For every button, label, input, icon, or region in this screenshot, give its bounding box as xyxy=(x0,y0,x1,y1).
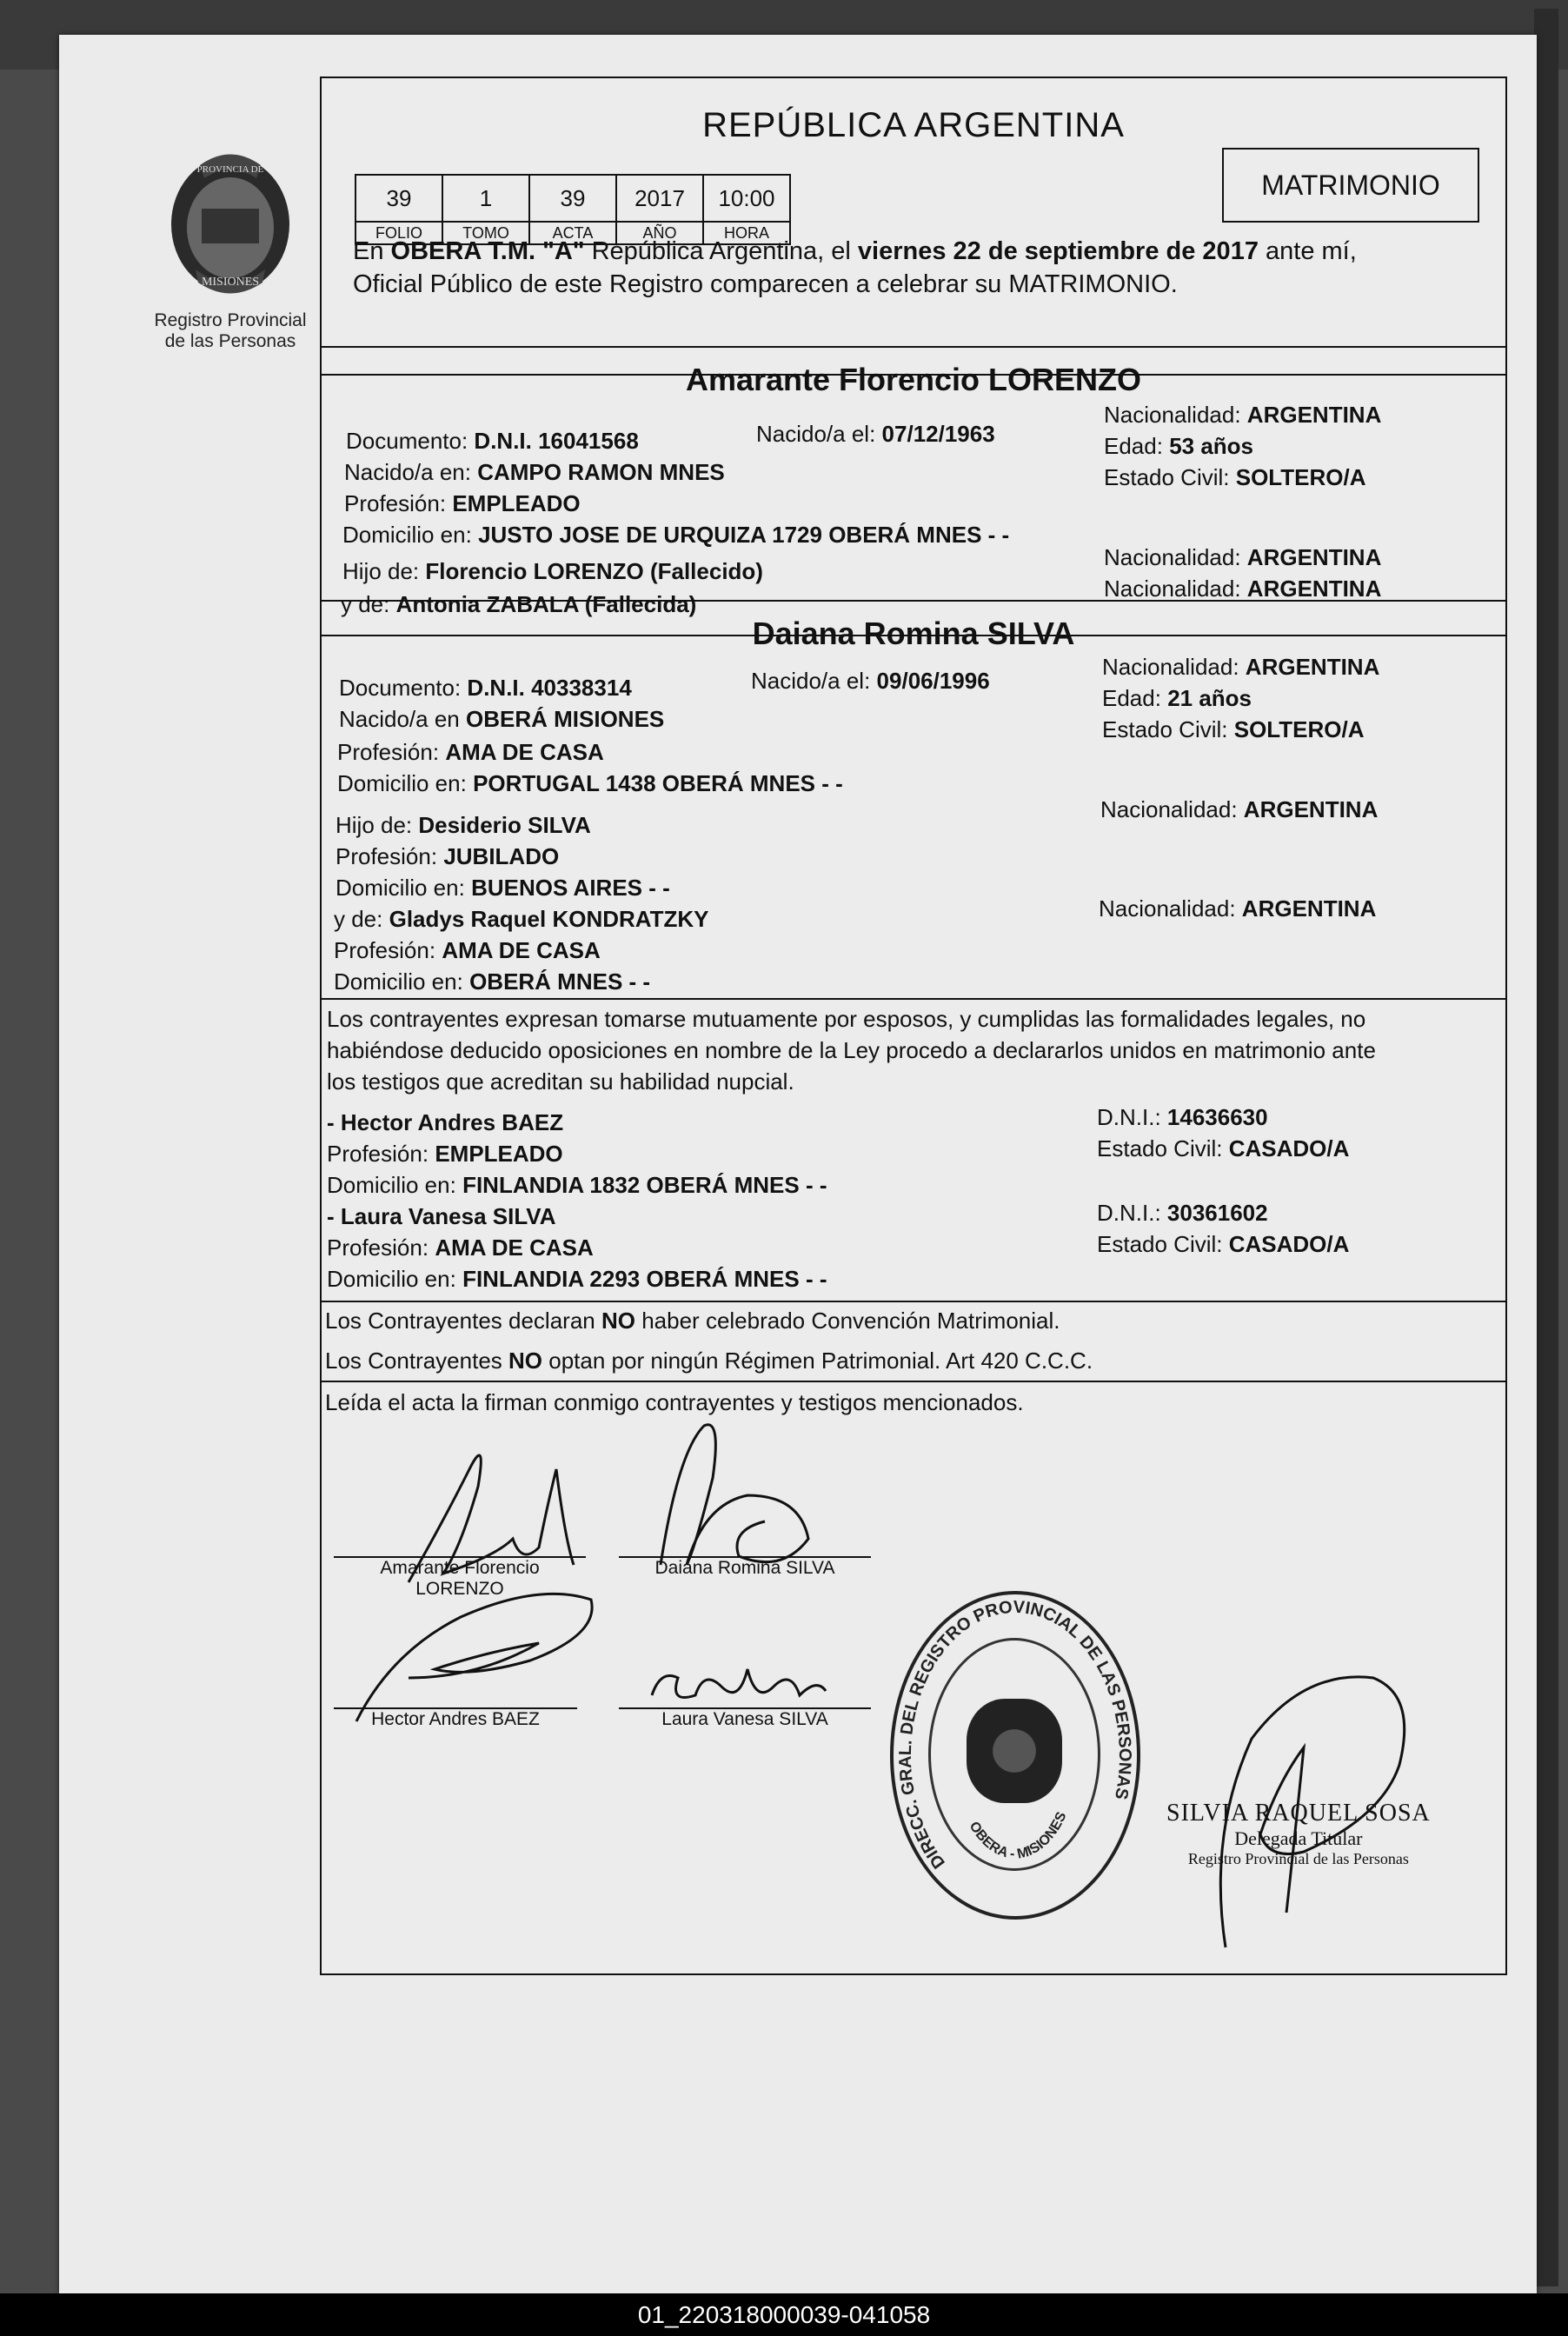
signature-label-3: Hector Andres BAEZ xyxy=(371,1709,540,1729)
spouse2-padre-profesion: Profesión: JUBILADO xyxy=(336,843,560,869)
spouse2-nacido-el: Nacido/a el: 09/06/1996 xyxy=(751,668,990,694)
signature-label-2: Daiana Romina SILVA xyxy=(654,1558,835,1578)
anio-label: AÑO xyxy=(616,222,703,244)
spouse2-edad: Edad: 21 años xyxy=(1102,685,1252,711)
hora-label: HORA xyxy=(703,222,790,244)
spouse2-profesion: Profesión: AMA DE CASA xyxy=(337,739,604,765)
acta-value: 39 xyxy=(529,175,616,222)
spouse1-profesion: Profesión: EMPLEADO xyxy=(344,490,581,516)
tomo-value: 1 xyxy=(442,175,529,222)
intro-part2: República Argentina, el xyxy=(584,237,851,265)
signature-label-4: Laura Vanesa SILVA xyxy=(661,1709,828,1729)
seal-text-bottom: MISIONES xyxy=(201,276,260,289)
witness1-profesion: Profesión: EMPLEADO xyxy=(327,1141,563,1167)
spouse2-padre-domicilio: Domicilio en: BUENOS AIRES - - xyxy=(336,875,670,901)
signatures-intro: Leída el acta la firman conmigo contrayentes y testigos mencionados. xyxy=(325,1389,1024,1415)
seal-text-top: PROVINCIA DE xyxy=(196,164,264,175)
spouse2-estado: Estado Civil: SOLTERO/A xyxy=(1102,716,1365,742)
spouse1-estado: Estado Civil: SOLTERO/A xyxy=(1104,464,1366,490)
spouse2-documento: Documento: D.N.I. 40338314 xyxy=(339,675,632,701)
provincial-seal-icon xyxy=(165,148,296,296)
intro-text xyxy=(353,235,1500,301)
witness2-name: - Laura Vanesa SILVA xyxy=(327,1203,556,1229)
spouse2-name: Daiana Romina SILVA xyxy=(752,616,1075,651)
logo-caption xyxy=(130,310,330,352)
spouse1-edad: Edad: 53 años xyxy=(1104,433,1254,459)
divider xyxy=(322,1301,1505,1302)
stamp-text-main: DIRECC. GRAL. DEL REGISTRO PROVINCIAL DE LAS PERSONAS xyxy=(895,1597,1135,1873)
stamp-text-bottom: OBERA - MISIONES xyxy=(966,1809,1070,1862)
witness1-estado: Estado Civil: CASADO/A xyxy=(1097,1135,1350,1161)
logo-caption-line2: de las Personas xyxy=(164,331,296,351)
official-block xyxy=(1166,1800,1431,1868)
declaration-line3: los testigos que acreditan su habilidad nupcial. xyxy=(327,1068,794,1095)
stamp-text xyxy=(894,1594,1137,1916)
spouse1-madre: y de: Antonia ZABALA (Fallecida) xyxy=(341,591,697,617)
folio-value: 39 xyxy=(355,175,442,222)
logo-caption-line1: Registro Provincial xyxy=(154,310,307,330)
witness2-profesion: Profesión: AMA DE CASA xyxy=(327,1235,594,1261)
intro-place: OBERA T.M. "A" xyxy=(390,237,585,265)
witness2-estado: Estado Civil: CASADO/A xyxy=(1097,1231,1350,1257)
declaration-line2: habiéndose deducido oposiciones en nombre de la Ley procedo a declararlos unidos en matrimonio ante xyxy=(327,1037,1376,1063)
anio-value: 2017 xyxy=(616,175,703,222)
svg-text:DIRECC. GRAL. DEL REGISTRO PRO xyxy=(896,1598,1134,1872)
svg-text:OBERA - MISIONES xyxy=(967,1809,1070,1861)
official-role: Delegada Titular xyxy=(1234,1827,1363,1849)
signature-scribble-2 xyxy=(635,1400,834,1582)
intro-part4: Oficial Público de este Registro comparecen a celebrar su MATRIMONIO. xyxy=(353,270,1178,298)
certificate-type-box: MATRIMONIO xyxy=(1222,148,1479,223)
divider xyxy=(322,346,1505,348)
divider xyxy=(322,1381,1505,1382)
spouse2-nacionalidad: Nacionalidad: ARGENTINA xyxy=(1102,654,1380,680)
hora-value: 10:00 xyxy=(703,175,790,222)
spouse1-padre: Hijo de: Florencio LORENZO (Fallecido) xyxy=(342,558,763,584)
spouse1-padre-nacionalidad: Nacionalidad: ARGENTINA xyxy=(1104,544,1382,570)
official-name: SILVIA RAQUEL SOSA xyxy=(1166,1800,1431,1827)
spouse1-domicilio: Domicilio en: JUSTO JOSE DE URQUIZA 1729 OBERÁ MNES - - xyxy=(342,522,1010,548)
official-stamp xyxy=(890,1591,1140,1920)
witness2-dni: D.N.I.: 30361602 xyxy=(1097,1200,1268,1226)
spouse1-nacido-en: Nacido/a en: CAMPO RAMON MNES xyxy=(344,459,725,485)
declaration-line1: Los contrayentes expresan tomarse mutuamente por esposos, y cumplidas las formalidades legales, no xyxy=(327,1006,1366,1032)
folio-label: FOLIO xyxy=(355,222,442,244)
spouse2-padre-nacionalidad: Nacionalidad: ARGENTINA xyxy=(1100,796,1379,822)
acta-label: ACTA xyxy=(529,222,616,244)
spouse1-documento: Documento: D.N.I. 16041568 xyxy=(346,428,639,454)
spouse2-domicilio: Domicilio en: PORTUGAL 1438 OBERÁ MNES - - xyxy=(337,770,843,796)
spouse1-name: Amarante Florencio LORENZO xyxy=(685,362,1142,397)
official-org: Registro Provincial de las Personas xyxy=(1187,1850,1409,1867)
spouse1-madre-nacionalidad: Nacionalidad: ARGENTINA xyxy=(1104,576,1382,602)
spouse1-nacido-el: Nacido/a el: 07/12/1963 xyxy=(756,421,995,447)
divider xyxy=(322,600,1505,602)
convention-line1: Los Contrayentes declaran NO haber celebrado Convención Matrimonial. xyxy=(325,1308,1060,1334)
witness1-domicilio: Domicilio en: FINLANDIA 1832 OBERÁ MNES - - xyxy=(327,1172,827,1198)
intro-part1: En xyxy=(353,237,384,265)
spouse2-nacido-en: Nacido/a en OBERÁ MISIONES xyxy=(339,706,665,732)
intro-date: viernes 22 de septiembre de 2017 xyxy=(857,237,1259,265)
declaration-paragraph xyxy=(327,1003,1500,1097)
spouse2-madre-domicilio: Domicilio en: OBERÁ MNES - - xyxy=(334,968,651,995)
spouse1-nacionalidad: Nacionalidad: ARGENTINA xyxy=(1104,402,1382,428)
file-caption: 01_220318000039-041058 xyxy=(0,2293,1568,2336)
signature-label-1: Amarante Florencio LORENZO xyxy=(380,1558,540,1599)
witness1-dni: D.N.I.: 14636630 xyxy=(1097,1104,1268,1130)
spouse2-madre: y de: Gladys Raquel KONDRATZKY xyxy=(334,906,709,932)
certificate-form xyxy=(320,77,1507,1975)
intro-part3: ante mí, xyxy=(1266,237,1357,265)
registry-logo xyxy=(130,148,330,352)
page-edge xyxy=(1534,9,1558,2286)
document-title: REPÚBLICA ARGENTINA xyxy=(702,106,1125,144)
convention-line2: Los Contrayentes NO optan por ningún Régimen Patrimonial. Art 420 C.C.C. xyxy=(325,1348,1093,1374)
witness1-name: - Hector Andres BAEZ xyxy=(327,1109,564,1135)
spouse2-madre-nacionalidad: Nacionalidad: ARGENTINA xyxy=(1099,895,1377,922)
spouse2-madre-profesion: Profesión: AMA DE CASA xyxy=(334,937,601,963)
spouse2-padre: Hijo de: Desiderio SILVA xyxy=(336,812,591,838)
witness2-domicilio: Domicilio en: FINLANDIA 2293 OBERÁ MNES - - xyxy=(327,1266,827,1292)
tomo-label: TOMO xyxy=(442,222,529,244)
divider xyxy=(322,998,1505,1000)
